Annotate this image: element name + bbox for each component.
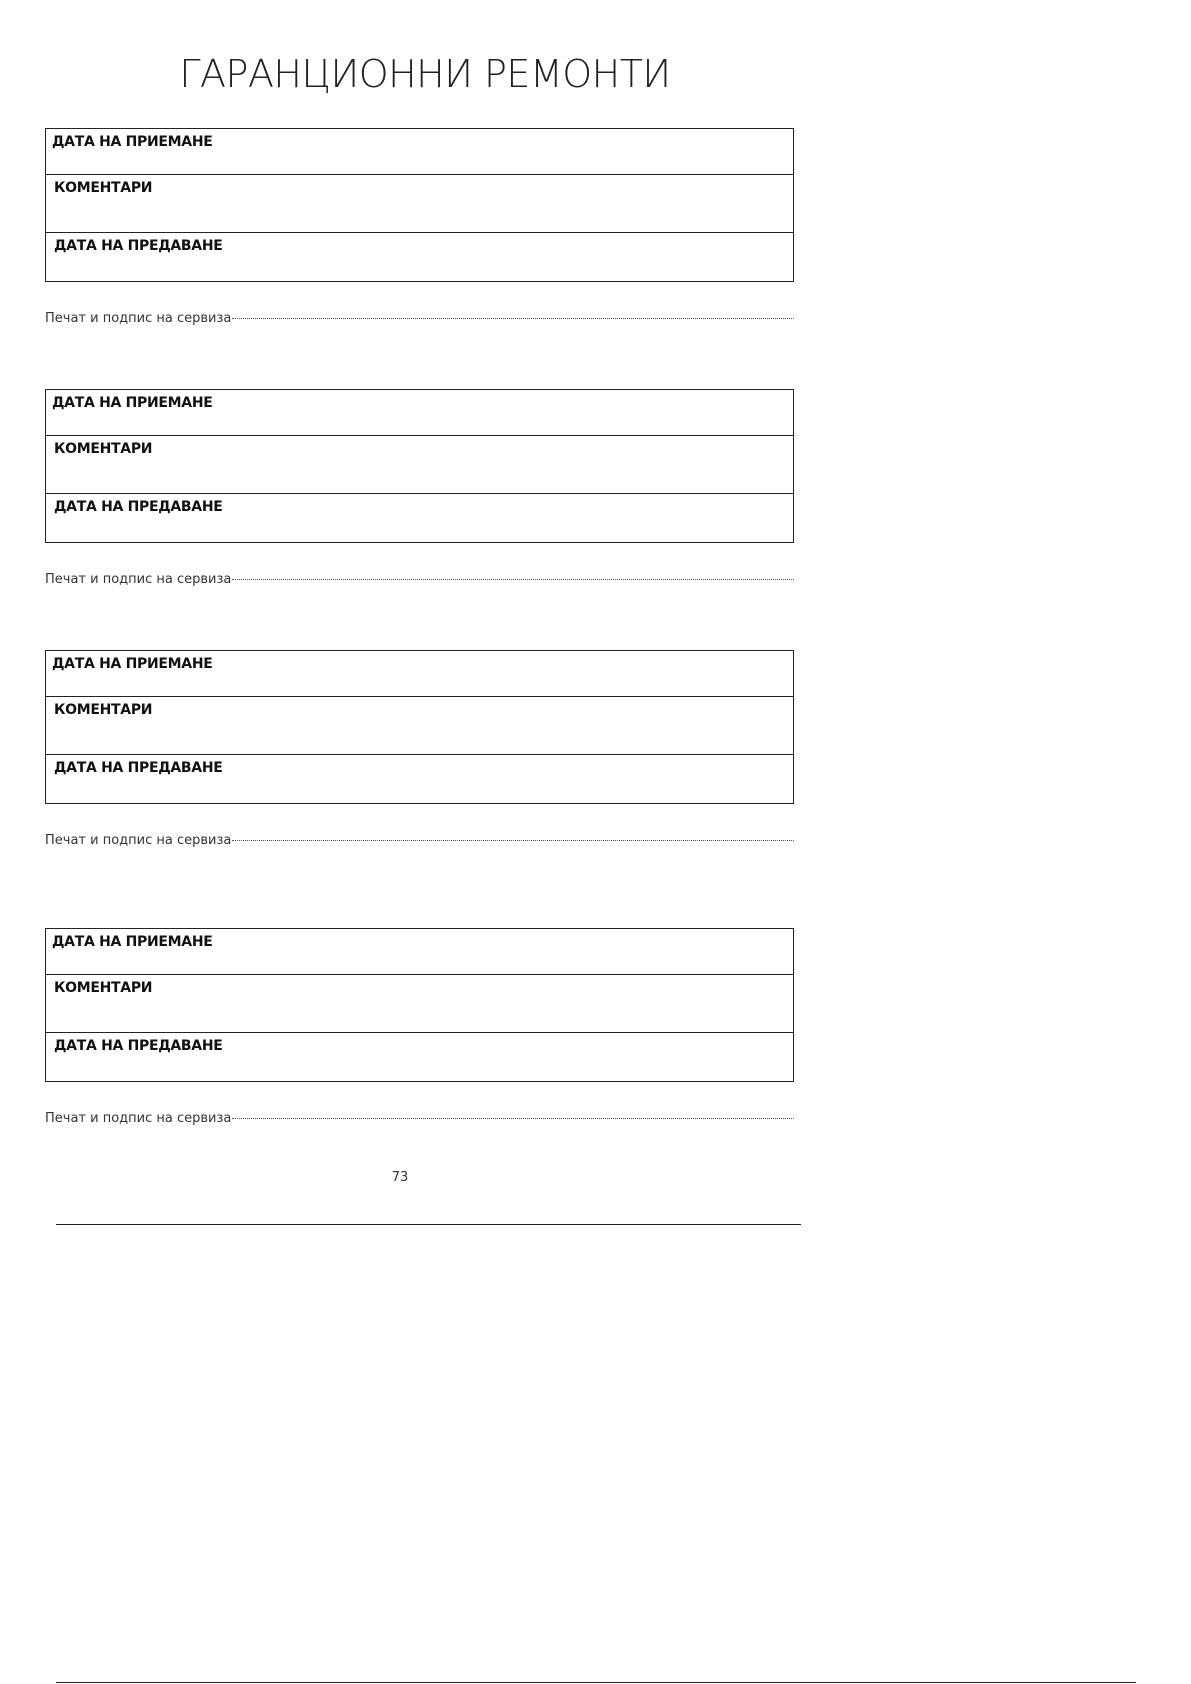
signature-label: Печат и подпис на сервиза: [45, 311, 232, 326]
handover-date-label: ДАТА НА ПРЕДАВАНЕ: [54, 1038, 223, 1054]
page-divider-bottom: [56, 1682, 1136, 1683]
receive-date-field[interactable]: [46, 129, 793, 174]
comments-field[interactable]: [46, 696, 793, 754]
receive-date-label: ДАТА НА ПРИЕМАНЕ: [52, 395, 213, 411]
handover-date-label: ДАТА НА ПРЕДАВАНЕ: [54, 499, 223, 515]
receive-date-label: ДАТА НА ПРИЕМАНЕ: [52, 934, 213, 950]
handover-date-label: ДАТА НА ПРЕДАВАНЕ: [54, 760, 223, 776]
handover-date-field[interactable]: [46, 1032, 793, 1081]
handover-date-label: ДАТА НА ПРЕДАВАНЕ: [54, 238, 223, 254]
signature-dotted-line: [232, 578, 794, 580]
service-signature-line[interactable]: [45, 572, 794, 587]
signature-dotted-line: [232, 1117, 794, 1119]
page-divider-top: [56, 1224, 801, 1225]
comments-label: КОМЕНТАРИ: [54, 980, 153, 996]
handover-date-field[interactable]: [46, 493, 793, 542]
page-title: ГАРАНЦИОННИ РЕМОНТИ: [179, 52, 671, 96]
handover-date-field[interactable]: [46, 232, 793, 281]
comments-field[interactable]: [46, 435, 793, 493]
repair-form: [45, 389, 794, 543]
receive-date-field[interactable]: [46, 929, 793, 974]
comments-label: КОМЕНТАРИ: [54, 441, 153, 457]
signature-label: Печат и подпис на сервиза: [45, 572, 232, 587]
repair-form: [45, 128, 794, 282]
comments-label: КОМЕНТАРИ: [54, 702, 153, 718]
page-number: 73: [391, 1170, 409, 1185]
comments-field[interactable]: [46, 174, 793, 232]
repair-record-2: [45, 389, 794, 587]
service-signature-line[interactable]: [45, 311, 794, 326]
repair-record-4: [45, 928, 794, 1126]
signature-dotted-line: [232, 317, 794, 319]
service-signature-line[interactable]: [45, 1111, 794, 1126]
receive-date-field[interactable]: [46, 651, 793, 696]
repair-record-3: [45, 650, 794, 848]
handover-date-field[interactable]: [46, 754, 793, 803]
comments-label: КОМЕНТАРИ: [54, 180, 153, 196]
signature-dotted-line: [232, 839, 794, 841]
service-signature-line[interactable]: [45, 833, 794, 848]
signature-label: Печат и подпис на сервиза: [45, 833, 232, 848]
repair-form: [45, 650, 794, 804]
signature-label: Печат и подпис на сервиза: [45, 1111, 232, 1126]
receive-date-field[interactable]: [46, 390, 793, 435]
receive-date-label: ДАТА НА ПРИЕМАНЕ: [52, 134, 213, 150]
comments-field[interactable]: [46, 974, 793, 1032]
repair-form: [45, 928, 794, 1082]
receive-date-label: ДАТА НА ПРИЕМАНЕ: [52, 656, 213, 672]
repair-record-1: [45, 128, 794, 326]
